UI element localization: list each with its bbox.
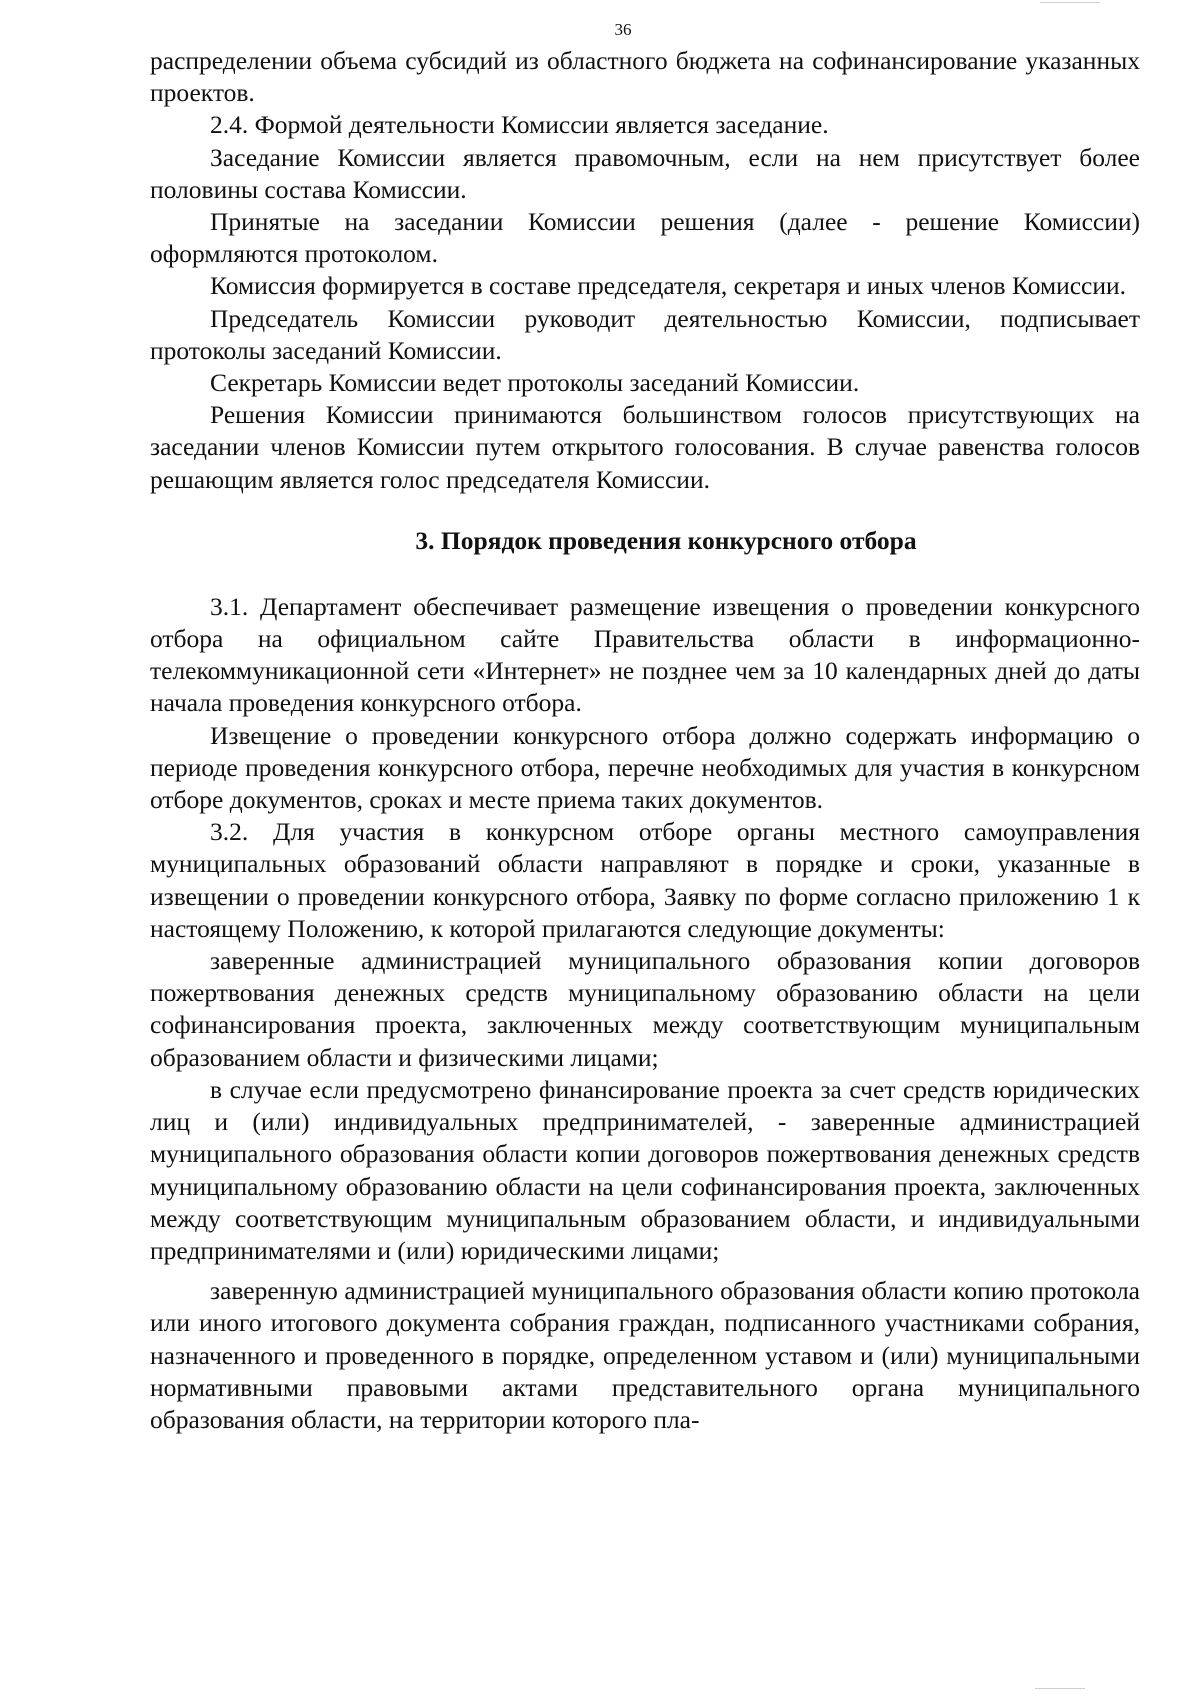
scan-edge-mark-top xyxy=(1040,2,1100,3)
paragraph-3-1: 3.1. Департамент обеспечивает размещение извещения о проведении конкурсного отбора на официальном сайте Правительства области в информационно-телекоммуникационной сети «Интернет» не позднее чем за 10 календарных дней до даты начала проведения конкурсного отбора. xyxy=(150,591,1140,718)
page-number: 36 xyxy=(614,20,632,39)
paragraph-chairman: Председатель Комиссии руководит деятельностью Комиссии, подписывает протоколы заседаний Комиссии. xyxy=(150,303,1140,365)
paragraph-notice-content: Извещение о проведении конкурсного отбора должно содержать информацию о периоде проведения конкурсного отбора, перечне необходимых для участия в конкурсном отборе документов, сроках и месте приема таких документов. xyxy=(150,720,1140,815)
paragraph-3-2: 3.2. Для участия в конкурсном отборе органы местного самоуправления муниципальных образований области направляют в порядке и сроки, указанные в извещении о проведении конкурсного отбора, Заявку по форме согласно приложению 1 к настоящему Положению, к которой прилагаются следующие документы: xyxy=(150,817,1140,943)
paragraph-2-4: 2.4. Формой деятельности Комиссии является заседание. xyxy=(210,110,829,140)
paragraph-decisions-protocol: Принятые на заседании Комиссии решения (далее - решение Комиссии) оформляются протоколом. xyxy=(150,207,1140,269)
paragraph-citizens-meeting-protocol: заверенную администрацией муниципального образования области копию протокола или иного итогового документа собрания граждан, подписанного участниками собрания, назначенного и проведенного в порядке, определенном уставом и (или) муниципальными нормативными правовыми актами представительного органа муниципального образования области, на территории которого пла- xyxy=(150,1276,1140,1434)
paragraph-commission-composition: Комиссия формируется в составе председателя, секретаря и иных членов Комиссии. xyxy=(210,271,1127,301)
paragraph-individual-contracts: заверенные администрацией муниципального образования копии договоров пожертвования денежных средств муниципальному образованию области на цели софинансирования проекта, заключенных между соответствующим муниципальным образованием области и физическими лицами; xyxy=(150,946,1140,1072)
section-heading: 3. Порядок проведения конкурсного отбора xyxy=(415,525,917,555)
document-body xyxy=(150,45,1140,1436)
paragraph-secretary: Секретарь Комиссии ведет протоколы заседаний Комиссии. xyxy=(210,368,860,398)
paragraph-legal-entities-contracts: в случае если предусмотрено финансирование проекта за счет средств юридических лиц и (или) индивидуальных предпринимателей, - заверенные администрацией муниципального образования области копии договоров пожертвования денежных средств муниципальному образованию области на цели софинансирования проекта, заключенных между соответствующим муниципальным образованием области, и индивидуальными предпринимателями и (или) юридическими лицами; xyxy=(150,1074,1140,1265)
paragraph-continuation: распределении объема субсидий из областного бюджета на софинансирование указанных проектов. xyxy=(150,46,1140,108)
scan-edge-mark-bottom xyxy=(1035,1688,1085,1689)
paragraph-voting: Решения Комиссии принимаются большинством голосов присутствующих на заседании членов Комиссии путем открытого голосования. В случае равенства голосов решающим является голос председателя Комиссии. xyxy=(150,400,1140,494)
paragraph-quorum: Заседание Комиссии является правомочным, если на нем присутствует более половины состава Комиссии. xyxy=(150,142,1140,204)
